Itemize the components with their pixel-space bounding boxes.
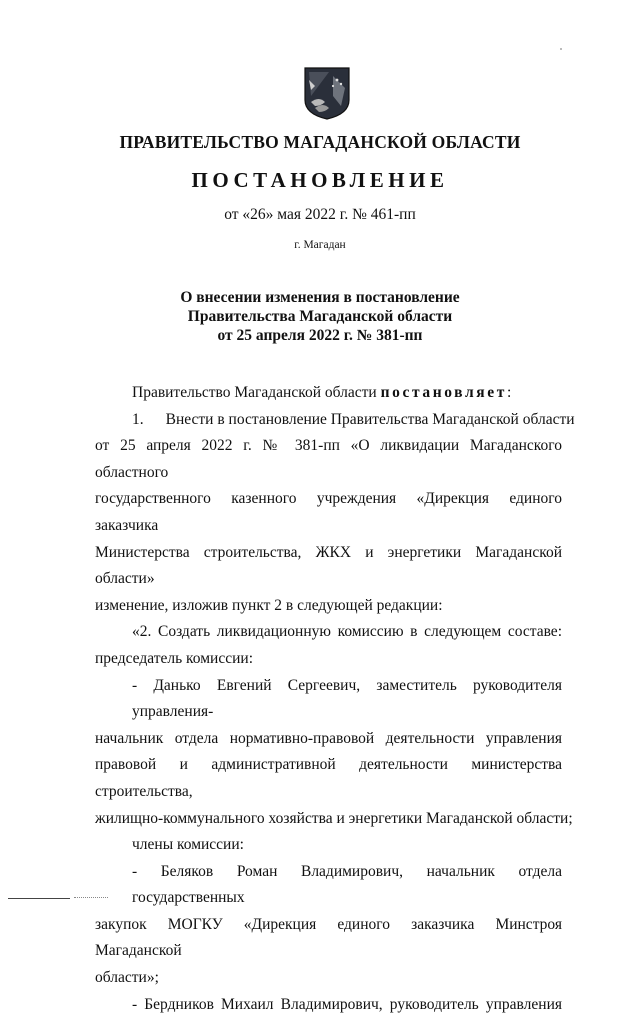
paragraph-line: председатель комиссии: — [95, 649, 254, 667]
government-title: ПРАВИТЕЛЬСТВО МАГАДАНСКОЙ ОБЛАСТИ — [119, 132, 521, 152]
paragraph-line: «2. Создать ликвидационную комиссию в следующем составе: — [132, 623, 562, 641]
document-city: г. Магадан — [294, 239, 346, 251]
document-body — [95, 380, 575, 1018]
footer-dots — [74, 897, 108, 900]
magadan-coat-of-arms-icon — [303, 66, 351, 120]
paragraph-line: члены комиссии: — [132, 836, 244, 854]
item-text: Внести в постановление Правительства Магаданской области — [165, 410, 575, 428]
preamble-colon: : — [506, 384, 512, 401]
document-subject — [0, 288, 640, 345]
preamble-resolves: постановляет — [380, 384, 507, 401]
paragraph-line: - Данько Евгений Сергеевич, заместитель руководителя управления- — [132, 676, 562, 721]
paragraph-line: - Бердников Михаил Владимирович, руководитель управления — [132, 995, 562, 1013]
subject-line: О внесении изменения в постановление — [180, 289, 460, 306]
footer-rule — [8, 898, 70, 899]
paragraph-line: начальник отдела нормативно-правовой деятельности управления — [95, 729, 562, 747]
preamble — [95, 380, 562, 407]
paragraph-line: государственного казенного учреждения «Дирекция единого заказчика — [95, 490, 562, 534]
paragraph-line: изменение, изложив пункт 2 в следующей редакции: — [95, 596, 443, 614]
item-number: 1. — [132, 410, 144, 428]
document-type-heading: ПОСТАНОВЛЕНИЕ — [191, 168, 449, 192]
paragraph-line: области»; — [95, 969, 159, 987]
paragraph-line: закупок МОГКУ «Дирекция единого заказчика Минстроя Магаданской — [95, 915, 562, 960]
subject-line: Правительства Магаданской области — [187, 308, 453, 325]
paragraph-line: правовой и административной деятельности министерства строительства, — [95, 756, 562, 800]
scan-speck — [560, 48, 562, 50]
paragraph-line: от 25 апреля 2022 г. № 381-пп «О ликвидации Магаданского областного — [95, 437, 562, 481]
document-date-number: от «26» мая 2022 г. № 461-пп — [224, 206, 416, 223]
subject-line: от 25 апреля 2022 г. № 381-пп — [217, 327, 423, 344]
paragraph-line: - Беляков Роман Владимирович, начальник отдела государственных — [132, 862, 562, 907]
paragraph-line: жилищно-коммунального хозяйства и энергетики Магаданской области; — [95, 809, 573, 827]
preamble-text: Правительство Магаданской области — [132, 384, 381, 401]
paragraph-line: Министерства строительства, ЖКХ и энергетики Магаданской области» — [95, 543, 562, 588]
item-1-first-line — [95, 407, 575, 434]
